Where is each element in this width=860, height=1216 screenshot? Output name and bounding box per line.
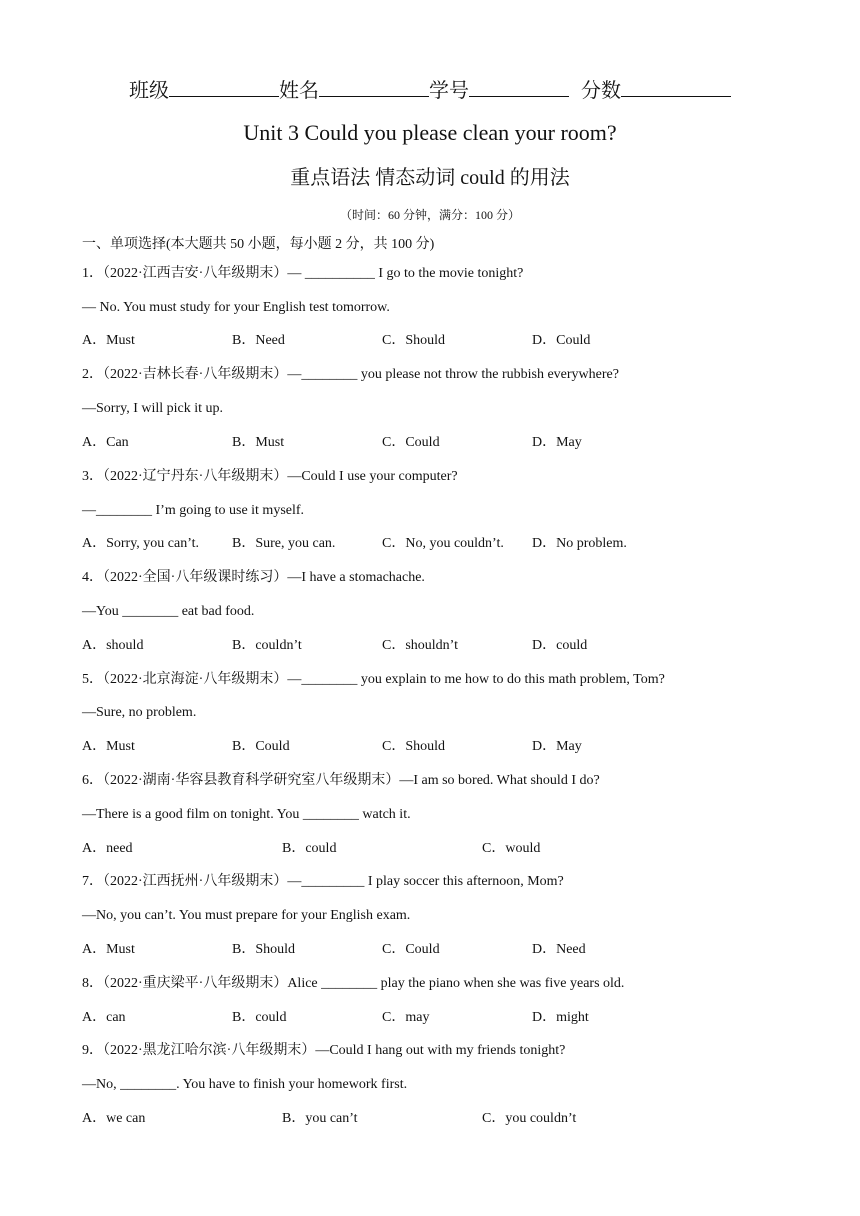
question-4-option-c[interactable]: C．shouldn’t	[382, 638, 458, 653]
question-4-option-b[interactable]: B．couldn’t	[232, 638, 302, 653]
question-3-option-c[interactable]: C．No, you couldn’t.	[382, 536, 504, 551]
question-6-reply: —There is a good film on tonight. You ________ watch it.	[82, 807, 411, 822]
question-5-option-a[interactable]: A．Must	[82, 739, 135, 754]
section-heading: 一、单项选择(本大题共 50 小题，每小题 2 分，共 100 分)	[82, 237, 435, 252]
question-2-option-b[interactable]: B．Must	[232, 435, 285, 450]
question-2-reply: —Sorry, I will pick it up.	[82, 401, 224, 416]
question-8-option-a[interactable]: A．can	[82, 1010, 126, 1025]
question-9-option-b[interactable]: B．you can’t	[282, 1111, 358, 1126]
page-subtitle: 重点语法 情态动词 could 的用法	[290, 167, 570, 189]
question-9-option-c[interactable]: C．you couldn’t	[482, 1111, 577, 1126]
question-3-stem: 3．（2022·辽宁丹东·八年级期末）—Could I use your computer?	[82, 469, 458, 484]
question-8-option-b[interactable]: B．could	[232, 1010, 287, 1025]
question-5-option-d[interactable]: D．May	[532, 739, 582, 754]
question-6-option-c[interactable]: C．would	[482, 841, 541, 856]
question-5-stem: 5．（2022·北京海淀·八年级期末）—________ you explain to me how to do this math problem, Tom?	[82, 672, 665, 687]
question-9-stem: 9．（2022·黑龙江哈尔滨·八年级期末）—Could I hang out with my friends tonight?	[82, 1043, 566, 1058]
question-1-option-a[interactable]: A．Must	[82, 333, 135, 348]
question-5-option-b[interactable]: B．Could	[232, 739, 290, 754]
question-9-option-a[interactable]: A．we can	[82, 1111, 146, 1126]
question-1-reply: — No. You must study for your English test tomorrow.	[82, 300, 390, 315]
question-4-reply: —You ________ eat bad food.	[82, 604, 255, 619]
question-7-option-a[interactable]: A．Must	[82, 942, 135, 957]
question-6-stem: 6．（2022·湖南·华容县教育科学研究室八年级期末）—I am so bored. What should I do?	[82, 773, 600, 788]
name-blank	[319, 76, 429, 97]
question-1-stem: 1．（2022·江西吉安·八年级期末）— __________ I go to the movie tonight?	[82, 266, 524, 281]
question-1-option-d[interactable]: D．Could	[532, 333, 591, 348]
question-7-option-c[interactable]: C．Could	[382, 942, 440, 957]
question-8-stem: 8．（2022·重庆梁平·八年级期末）Alice ________ play the piano when she was five years old.	[82, 976, 625, 991]
score-blank	[621, 76, 731, 97]
question-2-stem: 2．（2022·吉林长春·八年级期末）—________ you please not throw the rubbish everywhere?	[82, 367, 619, 382]
question-1-option-c[interactable]: C．Should	[382, 333, 446, 348]
question-6-option-b[interactable]: B．could	[282, 841, 337, 856]
question-3-option-b[interactable]: B．Sure, you can.	[232, 536, 336, 551]
exam-timing: （时间：60 分钟，满分：100 分）	[339, 208, 520, 222]
name-label: 姓名	[279, 80, 319, 102]
question-6-option-a[interactable]: A．need	[82, 841, 133, 856]
question-7-reply: —No, you can’t. You must prepare for your English exam.	[82, 908, 411, 923]
student-info-line	[0, 76, 860, 104]
page-title: Unit 3 Could you please clean your room?	[243, 120, 617, 145]
question-5-option-c[interactable]: C．Should	[382, 739, 446, 754]
question-9-reply: —No, ________. You have to finish your homework first.	[82, 1077, 408, 1092]
score-label: 分数	[581, 80, 621, 102]
question-2-option-a[interactable]: A．Can	[82, 435, 129, 450]
question-8-option-d[interactable]: D．might	[532, 1010, 589, 1025]
question-3-option-a[interactable]: A．Sorry, you can’t.	[82, 536, 200, 551]
question-2-option-d[interactable]: D．May	[532, 435, 582, 450]
question-4-stem: 4．（2022·全国·八年级课时练习）—I have a stomachache.	[82, 570, 425, 585]
question-3-option-d[interactable]: D．No problem.	[532, 536, 627, 551]
question-5-reply: —Sure, no problem.	[82, 705, 197, 720]
question-1-option-b[interactable]: B．Need	[232, 333, 285, 348]
id-blank	[469, 76, 569, 97]
question-7-option-d[interactable]: D．Need	[532, 942, 586, 957]
question-8-option-c[interactable]: C．may	[382, 1010, 430, 1025]
question-7-option-b[interactable]: B．Should	[232, 942, 296, 957]
question-2-option-c[interactable]: C．Could	[382, 435, 440, 450]
class-blank	[169, 76, 279, 97]
question-4-option-d[interactable]: D．could	[532, 638, 588, 653]
id-label: 学号	[429, 80, 469, 102]
question-4-option-a[interactable]: A．should	[82, 638, 144, 653]
class-label: 班级	[129, 80, 169, 102]
question-3-reply: —________ I’m going to use it myself.	[82, 503, 305, 518]
question-7-stem: 7．（2022·江西抚州·八年级期末）—_________ I play soccer this afternoon, Mom?	[82, 874, 564, 889]
